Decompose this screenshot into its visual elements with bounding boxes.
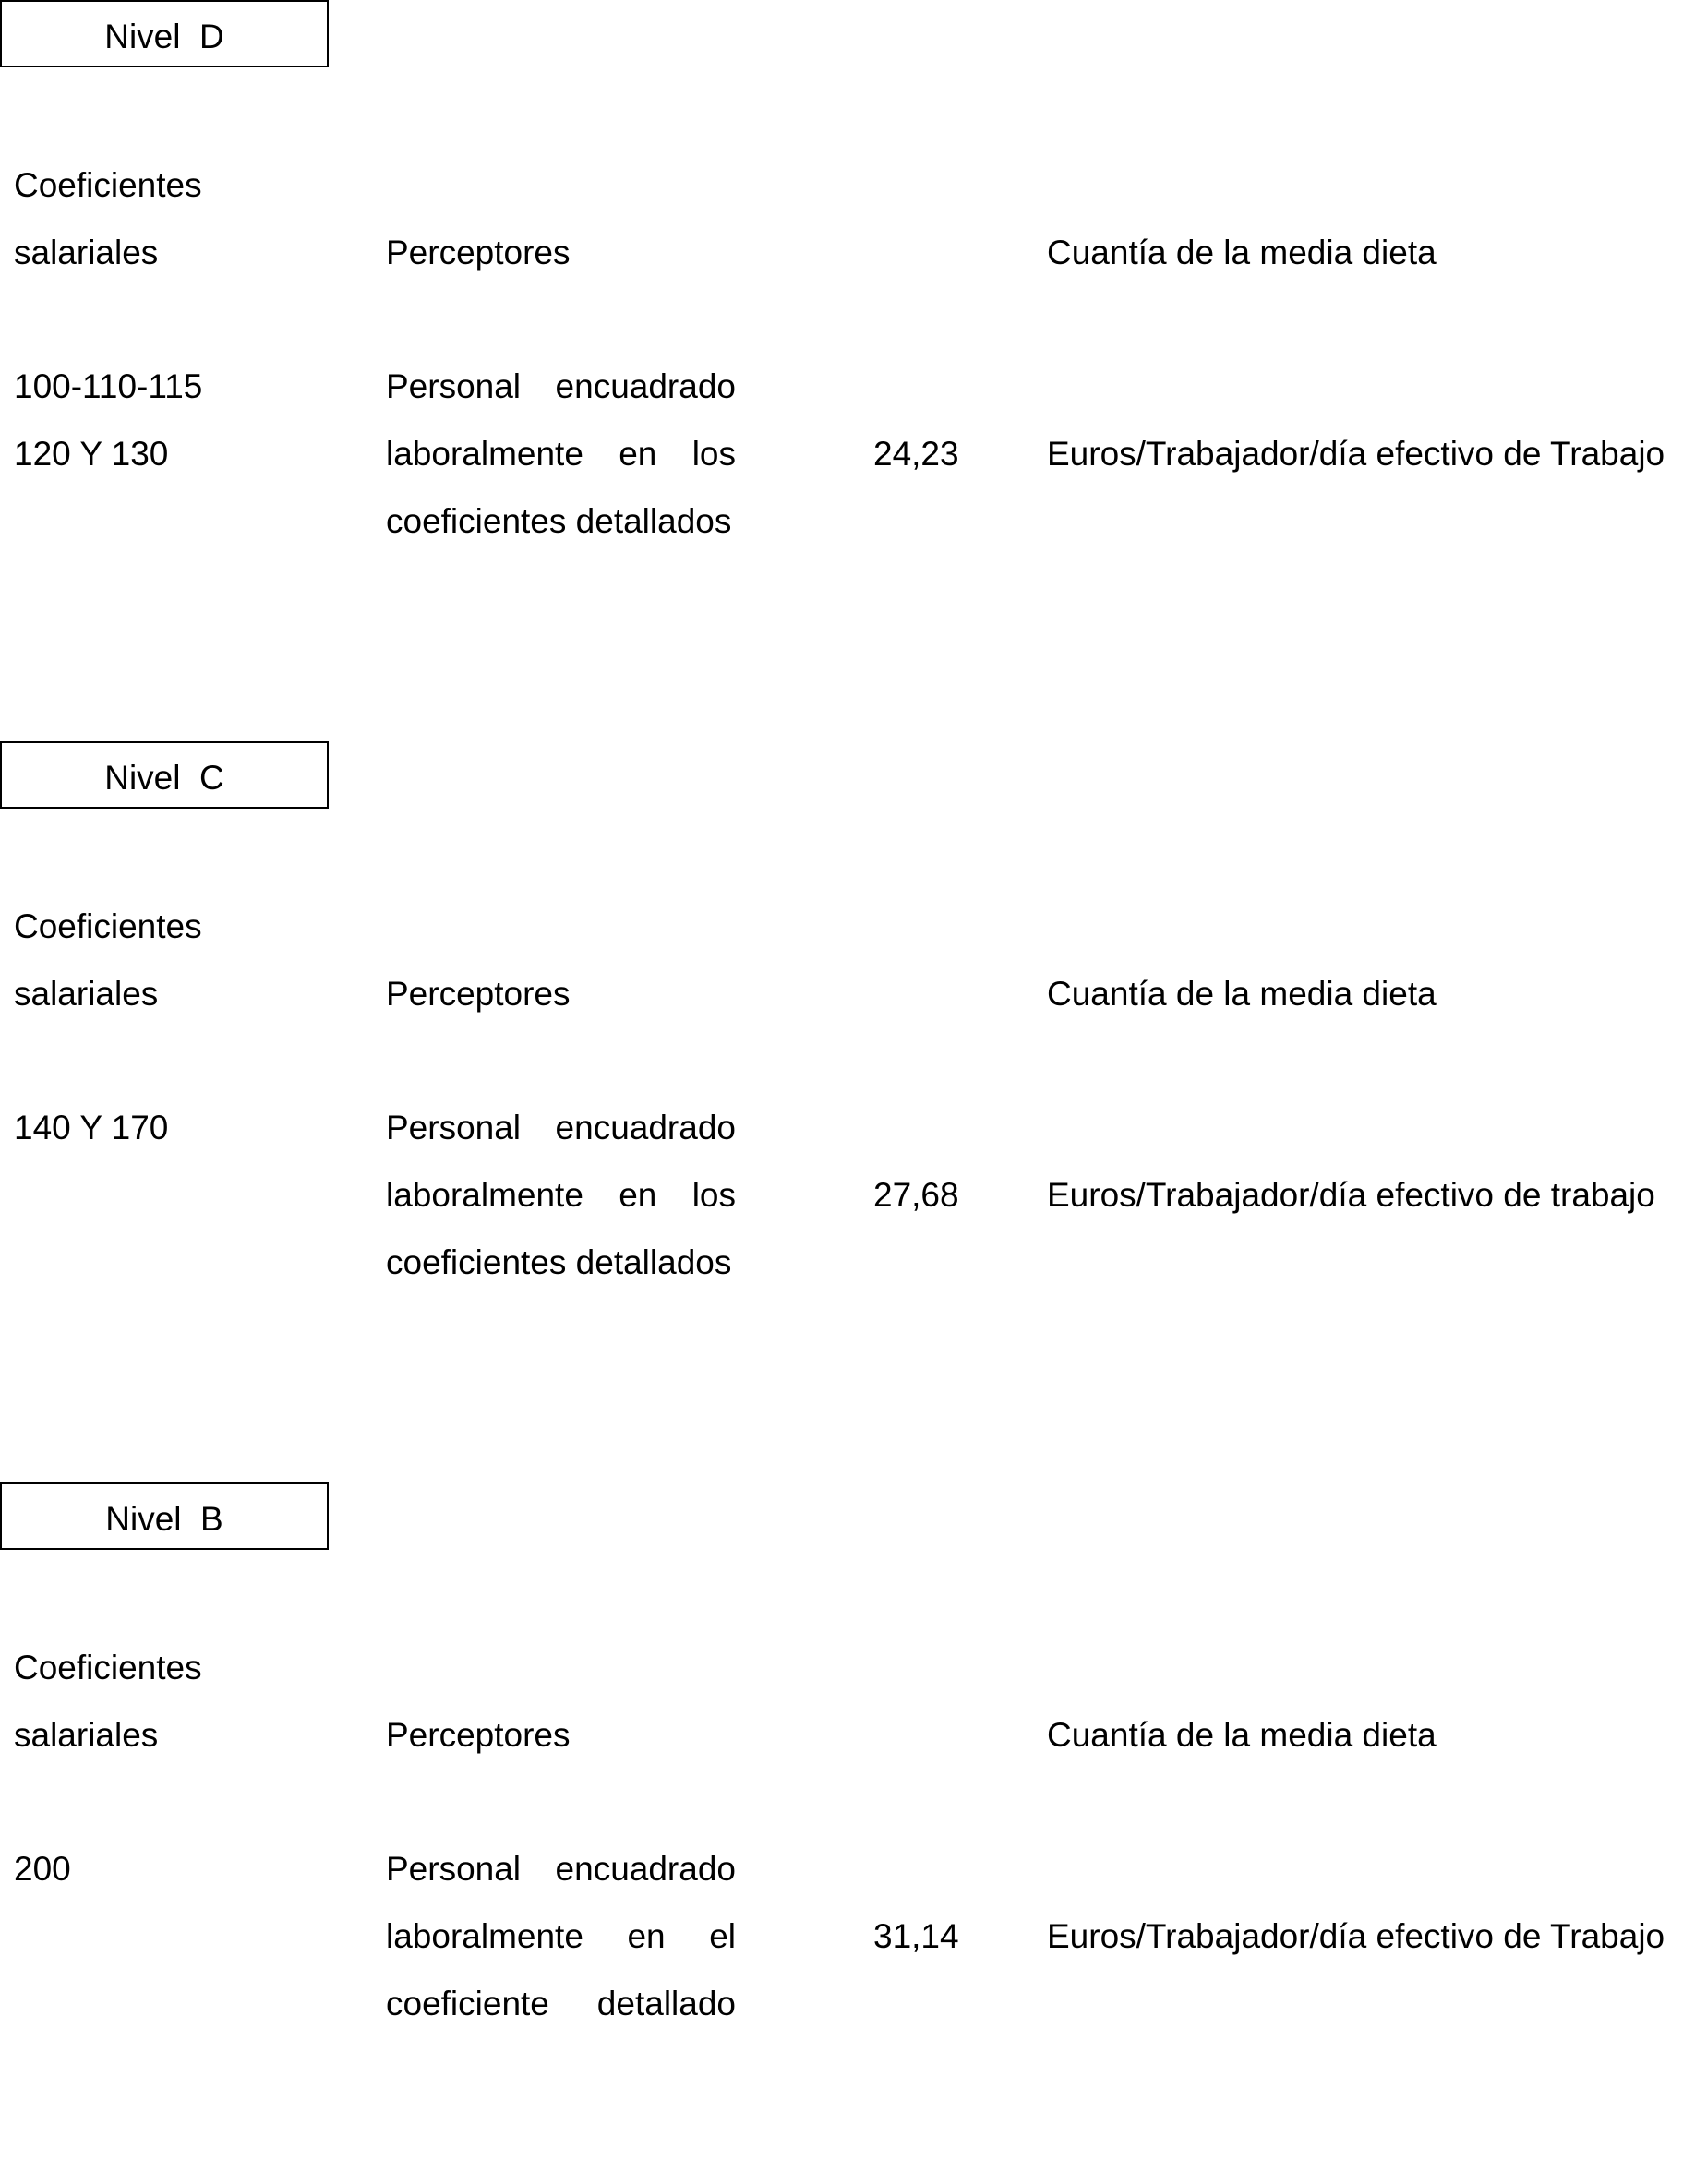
row-coef-line1: 200 [14, 1850, 71, 1888]
row-desc-line1: Personal encuadrado [386, 367, 736, 405]
row-unit: Euros/Trabajador/día efectivo de trabajo [1047, 1176, 1655, 1214]
row-amount: 24,23 [873, 435, 959, 473]
row-desc-line2: laboralmente en el [386, 1917, 736, 1955]
row-amount: 27,68 [873, 1176, 959, 1214]
row-desc-line3: coeficientes detallados [386, 502, 732, 540]
row-unit: Euros/Trabajador/día efectivo de Trabajo [1047, 435, 1665, 473]
level-box [0, 741, 329, 809]
header-cuantia: Cuantía de la media dieta [1047, 234, 1437, 271]
header-cuantia: Cuantía de la media dieta [1047, 1716, 1437, 1754]
level-box [0, 0, 329, 67]
header-coef-line1: Coeficientes [14, 1649, 202, 1686]
row-coef-line2: 120 Y 130 [14, 435, 169, 473]
level-label: Nivel B [105, 1500, 223, 1538]
header-perceptores: Perceptores [386, 975, 571, 1013]
row-desc-line3: coeficiente detallado [386, 1985, 736, 2022]
row-desc-line1: Personal encuadrado [386, 1850, 736, 1888]
row-amount: 31,14 [873, 1917, 959, 1955]
row-desc-line1: Personal encuadrado [386, 1109, 736, 1146]
header-coef-line1: Coeficientes [14, 166, 202, 204]
row-desc-line2: laboralmente en los [386, 435, 736, 473]
row-desc-line3: coeficientes detallados [386, 1243, 732, 1281]
section-nivel-b [0, 1482, 1695, 2184]
level-label: Nivel D [104, 18, 224, 55]
header-coef-line2: salariales [14, 234, 159, 271]
header-coef-line2: salariales [14, 1716, 159, 1754]
row-unit: Euros/Trabajador/día efectivo de Trabajo [1047, 1917, 1665, 1955]
header-coef-line1: Coeficientes [14, 907, 202, 945]
section-nivel-c [0, 741, 1695, 1443]
section-nivel-d [0, 0, 1695, 702]
header-perceptores: Perceptores [386, 234, 571, 271]
row-coef-line1: 140 Y 170 [14, 1109, 169, 1146]
level-box [0, 1482, 329, 1550]
row-coef-line1: 100-110-115 [14, 367, 203, 405]
header-cuantia: Cuantía de la media dieta [1047, 975, 1437, 1013]
row-desc-line2: laboralmente en los [386, 1176, 736, 1214]
header-perceptores: Perceptores [386, 1716, 571, 1754]
header-coef-line2: salariales [14, 975, 159, 1013]
level-label: Nivel C [104, 759, 224, 797]
